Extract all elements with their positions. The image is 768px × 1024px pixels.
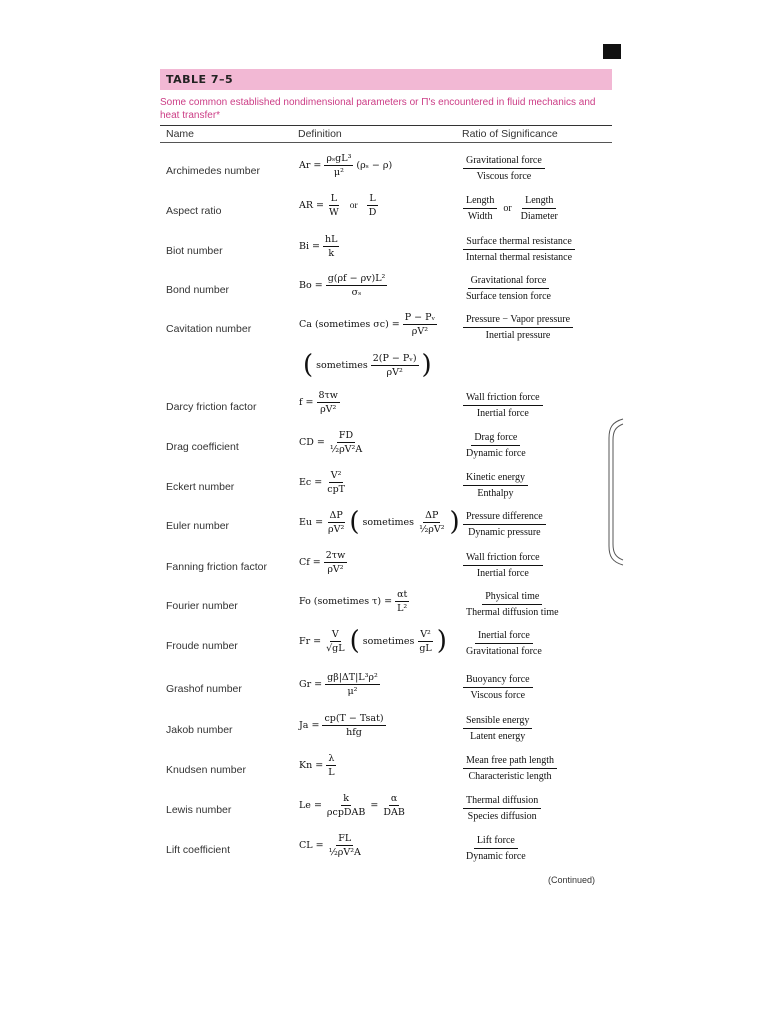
def-denominator: ρV² xyxy=(320,404,337,415)
row-definition xyxy=(299,589,409,614)
row-ratio xyxy=(463,275,554,302)
ratio-numerator: Pressure − Vapor pressure xyxy=(463,314,573,328)
def-denominator-2: D xyxy=(368,207,377,218)
row-name: Aspect ratio xyxy=(166,205,222,217)
ratio-numerator: Gravitational force xyxy=(463,155,545,169)
row-definition xyxy=(299,193,378,218)
header-name: Name xyxy=(166,128,195,140)
ratio-numerator: Drag force xyxy=(471,432,520,446)
def-lhs: Ar = xyxy=(299,160,322,171)
ratio-numerator: Inertial force xyxy=(475,630,533,644)
def-lhs: Fo (sometimes τ) = xyxy=(299,596,393,607)
def-lhs: Ja = xyxy=(299,720,320,731)
def-lhs: Cf = xyxy=(299,557,321,568)
row-ratio xyxy=(463,472,528,499)
ratio-numerator: Wall friction force xyxy=(463,392,543,406)
ratio-denominator: Inertial force xyxy=(476,568,529,579)
ratio-denominator: Characteristic length xyxy=(468,771,552,782)
def-denominator: ½ρV²A xyxy=(328,847,361,858)
row-name: Grashof number xyxy=(166,683,242,695)
header-definition: Definition xyxy=(298,128,342,140)
row-definition xyxy=(299,153,392,178)
ratio-denominator: Width xyxy=(467,211,493,222)
def-lhs: Bo = xyxy=(299,280,323,291)
ratio-denominator: Inertial pressure xyxy=(485,330,551,341)
table-caption: Some common established nondimensional parameters or Π's encountered in fluid mechanics and heat transfer* xyxy=(160,97,596,121)
left-paren: ( xyxy=(303,350,314,380)
def-lhs: Gr = xyxy=(299,679,323,690)
def-numerator: gβ|ΔT|L³ρ² xyxy=(327,672,378,683)
ratio-numerator: Lift force xyxy=(474,835,518,849)
def-numerator: cp(T − Tsat) xyxy=(324,713,384,724)
ratio-numerator: Length xyxy=(463,195,497,209)
ratio-numerator: Sensible energy xyxy=(463,715,532,729)
right-paren: ) xyxy=(449,507,460,537)
def-denominator-2: gL xyxy=(419,642,432,654)
def-fraction xyxy=(324,153,353,178)
def-denominator: ρcpDAB xyxy=(326,807,366,818)
row-ratio xyxy=(463,591,562,618)
corner-marker xyxy=(603,44,621,59)
row-definition xyxy=(299,628,447,654)
ratio-numerator: Thermal diffusion xyxy=(463,795,541,809)
def-numerator: k xyxy=(343,793,350,804)
row-ratio xyxy=(463,674,533,701)
row-name: Cavitation number xyxy=(166,323,252,335)
def-lhs: Le = xyxy=(299,800,322,811)
def-denominator: cpT xyxy=(327,484,345,495)
row-ratio xyxy=(463,795,541,822)
ratio-or: or xyxy=(503,203,512,214)
row-definition xyxy=(299,509,460,535)
def-denominator-2: DAB xyxy=(383,807,405,818)
row-ratio xyxy=(463,236,575,263)
def-equals: = xyxy=(370,800,379,811)
ratio-numerator: Kinetic energy xyxy=(463,472,528,486)
right-paren: ) xyxy=(436,626,447,656)
row-name: Jakob number xyxy=(166,724,233,736)
ratio-denominator: Dynamic force xyxy=(466,448,526,459)
def-lhs: CD = xyxy=(299,437,325,448)
ratio-denominator: Inertial force xyxy=(476,408,529,419)
ratio-denominator: Dynamic force xyxy=(466,851,526,862)
def-numerator: P − Pᵥ xyxy=(404,312,436,323)
continued-note: (Continued) xyxy=(548,875,596,885)
right-paren: ) xyxy=(421,350,432,380)
def-alt-numerator: 2(P − Pᵥ) xyxy=(372,352,417,364)
row-definition xyxy=(299,470,347,495)
header-ratio: Ratio of Significance xyxy=(462,128,558,140)
row-name: Fanning friction factor xyxy=(166,561,267,573)
def-denominator-2: ½ρV² xyxy=(419,523,445,535)
def-numerator-2: ΔP xyxy=(425,509,439,521)
row-name: Bond number xyxy=(166,284,230,296)
ratio-denominator: Surface tension force xyxy=(466,291,551,302)
row-name: Lewis number xyxy=(166,804,232,816)
def-numerator: V² xyxy=(330,470,342,481)
row-definition xyxy=(299,312,437,337)
def-numerator-2: V² xyxy=(420,628,431,640)
def-numerator: 2τw xyxy=(325,550,346,561)
ratio-numerator: Buoyancy force xyxy=(463,674,533,688)
def-denominator: L² xyxy=(397,603,408,614)
table-banner xyxy=(160,69,612,90)
def-lhs: f = xyxy=(299,397,314,408)
table-label: TABLE 7–5 xyxy=(166,73,234,86)
def-denominator: σₛ xyxy=(351,287,362,298)
table-header xyxy=(160,126,612,142)
def-numerator: 8τw xyxy=(318,390,338,401)
def-alt-word: sometimes xyxy=(316,359,368,371)
def-lhs: Bi = xyxy=(299,241,320,252)
def-word: sometimes xyxy=(362,516,415,528)
row-ratio xyxy=(463,392,543,419)
def-denominator: ρV² xyxy=(327,564,344,575)
def-lhs: AR = xyxy=(299,200,324,211)
row-ratio xyxy=(463,835,529,862)
ratio-denominator: Latent energy xyxy=(470,731,526,742)
ratio-numerator: Mean free path length xyxy=(463,755,557,769)
ratio-denominator: Enthalpy xyxy=(477,488,514,499)
ratio-numerator-2: Length xyxy=(522,195,556,209)
row-ratio xyxy=(463,511,546,538)
row-name: Knudsen number xyxy=(166,764,246,776)
ratio-numerator: Surface thermal resistance xyxy=(463,236,575,250)
def-numerator: ρₛgL³ xyxy=(326,153,352,164)
ratio-denominator: Species diffusion xyxy=(467,811,537,822)
def-numerator: g(ρf − ρv)L² xyxy=(327,273,386,284)
def-denominator: k xyxy=(328,248,335,259)
def-denominator: ½ρV²A xyxy=(329,444,363,455)
def-numerator: hL xyxy=(325,234,338,245)
def-numerator: FL xyxy=(338,833,352,844)
def-lhs: Ca (sometimes σc) = xyxy=(299,319,400,330)
def-denominator: W xyxy=(329,207,339,218)
row-ratio xyxy=(463,155,545,182)
row-ratio xyxy=(463,630,545,657)
table-7-5 xyxy=(160,69,612,143)
def-denominator: hfg xyxy=(346,727,362,738)
ratio-numerator: Wall friction force xyxy=(463,552,543,566)
row-name: Drag coefficient xyxy=(166,441,239,453)
row-definition-alt xyxy=(303,352,432,378)
row-definition xyxy=(299,753,337,778)
row-name: Euler number xyxy=(166,520,230,532)
def-numerator: λ xyxy=(328,753,335,764)
ratio-numerator: Pressure difference xyxy=(463,511,546,525)
def-lhs: Ec = xyxy=(299,477,323,488)
row-name: Froude number xyxy=(166,640,238,652)
margin-bracket-icon xyxy=(606,418,624,566)
def-denominator: μ² xyxy=(333,167,344,178)
def-tail: (ρₛ − ρ) xyxy=(356,160,393,171)
def-or: or xyxy=(349,200,358,211)
ratio-denominator: Viscous force xyxy=(476,171,532,182)
ratio-denominator-2: Diameter xyxy=(520,211,558,222)
row-ratio xyxy=(463,432,529,459)
def-lhs: Kn = xyxy=(299,760,324,771)
row-ratio xyxy=(463,314,573,341)
def-lhs: Eu = xyxy=(299,516,324,528)
def-numerator-2: L xyxy=(369,193,376,204)
def-numerator: FD xyxy=(338,430,354,441)
row-ratio xyxy=(463,552,543,579)
row-name: Lift coefficient xyxy=(166,844,231,856)
def-numerator: V xyxy=(331,628,339,640)
ratio-denominator: Thermal diffusion time xyxy=(466,607,559,618)
row-definition xyxy=(299,430,364,455)
def-lhs: Fr = xyxy=(299,635,322,647)
def-numerator: αt xyxy=(397,589,408,600)
def-denominator: μ² xyxy=(347,686,358,697)
ratio-denominator: Gravitational force xyxy=(466,646,542,657)
row-name: Archimedes number xyxy=(166,165,260,177)
def-numerator: L xyxy=(330,193,338,204)
def-denominator: √gL xyxy=(326,642,345,654)
row-name: Fourier number xyxy=(166,600,238,612)
row-ratio xyxy=(463,755,557,782)
row-name: Darcy friction factor xyxy=(166,401,257,413)
ratio-numerator: Gravitational force xyxy=(468,275,550,289)
def-numerator-2: α xyxy=(390,793,398,804)
def-denominator: ρV² xyxy=(411,326,429,337)
ratio-denominator: Dynamic pressure xyxy=(468,527,541,538)
row-definition xyxy=(299,273,387,298)
row-definition xyxy=(299,713,386,738)
row-definition xyxy=(299,833,363,858)
ratio-numerator: Physical time xyxy=(482,591,542,605)
row-ratio xyxy=(463,195,561,222)
row-ratio xyxy=(463,715,532,742)
left-paren: ( xyxy=(349,626,360,656)
def-numerator: ΔP xyxy=(329,509,343,521)
def-word: sometimes xyxy=(362,635,415,647)
def-alt-denominator: ρV² xyxy=(386,366,403,378)
row-name: Eckert number xyxy=(166,481,235,493)
row-definition xyxy=(299,672,380,697)
row-definition xyxy=(299,234,339,259)
row-definition xyxy=(299,550,347,575)
def-denominator: ρV² xyxy=(328,523,345,535)
def-denominator: L xyxy=(328,767,335,778)
header-bottom-rule xyxy=(160,142,612,143)
row-definition xyxy=(299,390,340,415)
row-name: Biot number xyxy=(166,245,223,257)
ratio-denominator: Viscous force xyxy=(470,690,526,701)
left-paren: ( xyxy=(349,507,360,537)
def-lhs: CL = xyxy=(299,840,324,851)
row-definition xyxy=(299,793,407,818)
ratio-denominator: Internal thermal resistance xyxy=(466,252,573,263)
